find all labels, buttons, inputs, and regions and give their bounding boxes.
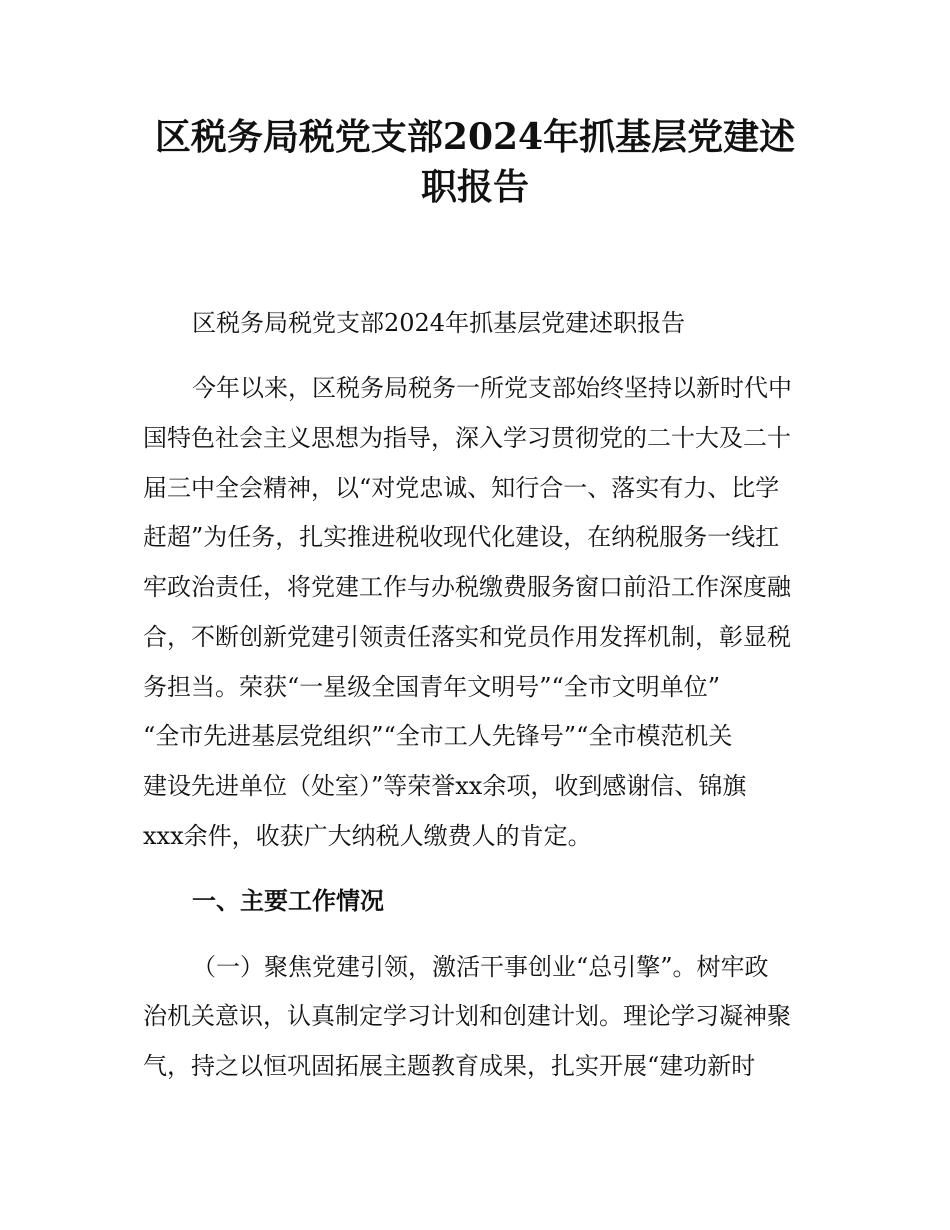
paragraph-line: 赶超”为任务，扎实推进税收现代化建设，在纳税服务一线扛: [143, 523, 780, 551]
paragraph-line: 治机关意识，认真制定学习计划和创建计划。理论学习凝神聚: [143, 1002, 791, 1030]
paragraph-line: 建设先进单位（处室）”等荣誉xx余项，收到感谢信、锦旗: [143, 772, 747, 800]
paragraph-line: 届三中全会精神，以“对党忠诚、知行合一、落实有力、比学: [143, 474, 780, 502]
document-subtitle: 区税务局税党支部2024年抓基层党建述职报告: [192, 309, 686, 337]
section-heading: 一、主要工作情况: [192, 887, 384, 915]
paragraph-line: 务担当。荣获“一星级全国青年文明号”“全市文明单位”: [143, 673, 721, 701]
paragraph-line: 今年以来，区税务局税务一所党支部始终坚持以新时代中: [192, 374, 792, 402]
paragraph-line: xxx余件，收获广大纳税人缴费人的肯定。: [143, 822, 592, 850]
paragraph-line: 气，持之以恒巩固拓展主题教育成果，扎实开展“建功新时: [143, 1052, 756, 1080]
document-title: 区税务局税党支部2024年抓基层党建述职报告: [154, 116, 796, 208]
paragraph-line: 合，不断创新党建引领责任落实和党员作用发挥机制，彰显税: [143, 623, 791, 651]
paragraph-line: 国特色社会主义思想为指导，深入学习贯彻党的二十大及二十: [143, 424, 791, 452]
paragraph-line: 牢政治责任，将党建工作与办税缴费服务窗口前沿工作深度融: [143, 573, 791, 601]
paragraph-line: （一）聚焦党建引领，激活干事创业“总引擎”。树牢政: [192, 953, 769, 981]
paragraph-line: “全市先进基层党组织”“全市工人先锋号”“全市模范机关: [143, 722, 733, 750]
